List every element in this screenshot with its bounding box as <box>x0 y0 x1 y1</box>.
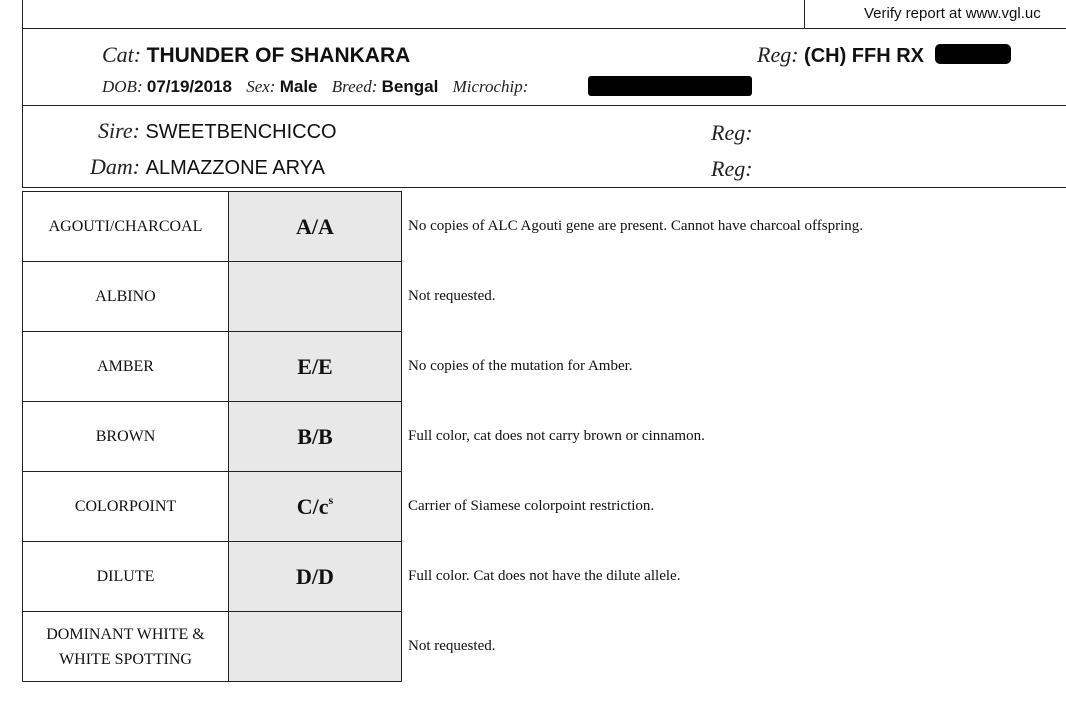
dam-name: ALMAZZONE ARYA <box>145 157 325 179</box>
dob-value: 07/19/2018 <box>146 77 232 96</box>
cat-details-row <box>102 77 528 97</box>
genotype-cell: A/A <box>229 192 402 262</box>
table-row <box>23 192 1059 262</box>
result-description: Carrier of Siamese colorpoint restriction. <box>408 498 655 514</box>
genotype-cell: E/E <box>229 332 402 402</box>
table-row <box>23 612 1059 682</box>
result-description: Full color. Cat does not have the dilute allele. <box>408 568 681 584</box>
reg-redaction <box>935 44 1011 64</box>
sire-reg-label: Reg: <box>711 120 753 145</box>
parents-section-divider <box>22 187 1066 188</box>
dam-label: Dam: <box>90 154 141 179</box>
test-name-line2: WHITE SPOTTING <box>59 650 192 668</box>
result-description: No copies of the mutation for Amber. <box>408 358 633 374</box>
genetic-results-table <box>22 191 1059 682</box>
result-description: No copies of ALC Agouti gene are present. Cannot have charcoal offspring. <box>408 218 864 234</box>
test-name: ALBINO <box>23 262 229 332</box>
dam-reg-label: Reg: <box>711 156 753 181</box>
test-name: COLORPOINT <box>23 472 229 542</box>
microchip-redaction <box>588 76 752 96</box>
table-row <box>23 332 1059 402</box>
sex-label: Sex: <box>246 77 276 96</box>
genotype-cell: D/D <box>229 542 402 612</box>
test-name: BROWN <box>23 402 229 472</box>
verify-link[interactable]: Verify report at www.vgl.uc <box>864 5 1041 22</box>
table-row <box>23 402 1059 472</box>
reg-label: Reg: <box>757 42 799 67</box>
sex-value: Male <box>279 77 318 96</box>
genotype-value: C/c <box>296 493 329 519</box>
cat-name: THUNDER OF SHANKARA <box>146 44 411 67</box>
genotype-cell <box>229 472 402 542</box>
cat-name-row <box>102 42 410 68</box>
cat-section-divider <box>22 105 1066 106</box>
test-name: DILUTE <box>23 542 229 612</box>
genotype-superscript: s <box>328 492 334 507</box>
verify-box-divider <box>804 0 805 28</box>
cat-reg: (CH) FFH RX <box>804 45 925 67</box>
sire-row <box>98 118 337 144</box>
cat-label: Cat: <box>102 42 142 67</box>
breed-value: Bengal <box>381 77 439 96</box>
table-row <box>23 262 1059 332</box>
table-row <box>23 472 1059 542</box>
cat-reg-row <box>757 42 924 68</box>
test-name: AGOUTI/CHARCOAL <box>23 192 229 262</box>
header-divider <box>22 28 1066 29</box>
genotype-cell <box>229 262 402 332</box>
test-name-line1: DOMINANT WHITE & <box>46 625 205 643</box>
sire-label: Sire: <box>98 118 140 143</box>
result-description: Not requested. <box>408 288 496 304</box>
genotype-cell <box>229 612 402 682</box>
result-description: Full color, cat does not carry brown or cinnamon. <box>408 428 705 444</box>
dob-label: DOB: <box>102 77 143 96</box>
test-name <box>23 612 229 682</box>
result-description: Not requested. <box>408 638 496 654</box>
sire-name: SWEETBENCHICCO <box>145 121 337 143</box>
microchip-label: Microchip: <box>452 77 529 96</box>
test-name: AMBER <box>23 332 229 402</box>
table-row <box>23 542 1059 612</box>
genotype-cell: B/B <box>229 402 402 472</box>
dam-row <box>90 154 325 180</box>
breed-label: Breed: <box>331 77 378 96</box>
